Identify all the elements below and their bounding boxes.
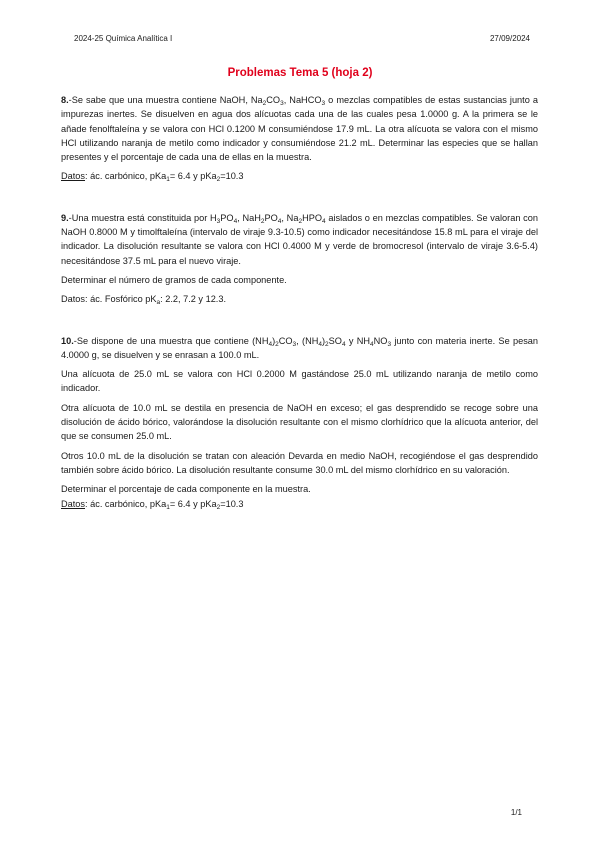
text-run: , NaH (237, 212, 261, 223)
problem-9 (61, 211, 538, 307)
datos-label: Datos (61, 498, 86, 509)
subscript: 4 (268, 340, 273, 348)
subscript: 4 (370, 340, 374, 348)
problem-8-number: 8. (61, 95, 69, 105)
problem-8 (61, 93, 538, 184)
problem-9-data (61, 292, 538, 306)
text-run: =10.3 (220, 498, 244, 509)
problem-10-aliquot-2: Otra alícuota de 10.0 mL se destila en presencia de NaOH en exceso; el gas desprendido se recoge sobre una disolución de ácido bórico, valorándose la disolución resultante con el mismo clorhídrico que la alícuota anterior, del que se consumen 25.0 mL. (61, 402, 538, 442)
text-run: , NaHCO (283, 95, 322, 105)
text-run: Determinar el porcentaje de cada componente en la muestra. (61, 484, 311, 495)
problem-10-aliquot-3: Otros 10.0 mL de la disolución se tratan con aleación Devarda en medio NaOH, recogiéndose el gas desprendido también sobre ácido bórico. La disolución resultante consume 30.0 mL del mismo clorhídrico en su valoración. (61, 450, 538, 475)
subscript: 4 (233, 217, 238, 225)
page-number: 1/1 (510, 808, 522, 817)
subscript: 3 (387, 340, 392, 348)
text-run: CO (266, 95, 281, 105)
text-run: ) (321, 335, 326, 346)
subscript: 2 (216, 176, 221, 184)
text-run: CO (278, 335, 293, 346)
text-run: NO (373, 335, 388, 346)
text-run: = 6.4 y pKa (169, 498, 217, 509)
subscript: 2 (325, 340, 329, 348)
text-run: : ác. carbónico, pKa (85, 171, 167, 182)
problem-10 (61, 334, 538, 511)
problem-8-statement (61, 93, 538, 164)
problem-8-data (61, 169, 538, 183)
header-date: 27/09/2024 (489, 34, 530, 43)
subscript: 2 (260, 217, 265, 225)
text-run: -Se sabe que una muestra contiene NaOH, Na (68, 95, 263, 105)
subscript: 2 (262, 100, 267, 107)
text-run: -Una muestra está constituida por H (68, 212, 217, 223)
text-run: y NH (345, 335, 371, 346)
subscript: 3 (280, 100, 284, 107)
text-run: -Se dispone de una muestra que contiene (NH (73, 335, 269, 346)
subscript: 4 (321, 217, 326, 225)
header-course: 2024-25 Química Analítica I (74, 34, 173, 43)
subscript: 2 (275, 340, 279, 348)
subscript: 4 (277, 217, 282, 225)
text-run: , (NH (296, 335, 319, 346)
page-title: Problemas Tema 5 (hoja 2) (227, 67, 373, 79)
subscript: 3 (292, 340, 297, 348)
subscript: a (156, 299, 161, 307)
text-run: o mezclas compatibles de estas sustancias junto a impurezas inertes. Se disuelven en agua dos alícuotas cada una de las cuales pesa 1.0000 g. A la primera se le añade fenolftaleína y se valora con HCl 0.1200 M consumiéndose 17.9 mL. La otra alícuota se valora con el mismo HCl utilizando naranja de metilo como indicador y consumiéndose 21.2 mL. Determinar las especies que se hallan presentes y el porcentaje de cada una de ellas en la muestra. (61, 95, 538, 163)
problem-9-statement (61, 211, 538, 268)
text-run: ) (272, 335, 276, 346)
subscript: 3 (216, 217, 221, 225)
text-run: = 6.4 y pKa (169, 171, 217, 182)
subscript: 3 (321, 100, 326, 107)
subscript: 1 (166, 503, 170, 511)
text-run: junto con materia inerte. Se pesan 4.0000 g, se disuelven y se enrasan a 100.0 mL. (61, 335, 539, 360)
text-run: , Na (281, 212, 299, 223)
subscript: 4 (341, 340, 346, 348)
problem-10-question (61, 482, 538, 511)
problem-10-statement (61, 334, 538, 363)
text-run: aislados o en mezclas compatibles. Se valoran con NaOH 0.8000 M y timolftaleína (intervalo de viraje 9.3-10.5) como indicador necesitándose 15.8 mL para el viraje del indicador. La disolución resultante se valora con HCl 0.4000 M y verde de bromocresol (intervalo de viraje 3.6-5.4) necesitándose 37.5 mL para el nuevo viraje. (61, 212, 538, 266)
text-run: : 2.2, 7.2 y 12.3. (160, 294, 227, 305)
problems-content (61, 93, 538, 538)
text-run: : ác. carbónico, pKa (85, 498, 167, 509)
text-run: SO (328, 335, 342, 346)
text-run: PO (264, 212, 278, 223)
subscript: 2 (298, 217, 303, 225)
problem-9-question: Determinar el número de gramos de cada componente. (61, 274, 287, 285)
text-run: PO (220, 212, 234, 223)
text-run: HPO (302, 212, 322, 223)
problem-9-number: 9. (61, 212, 69, 223)
datos-label: Datos (61, 171, 86, 182)
problem-10-aliquot-1: Una alícuota de 25.0 mL se valora con HCl 0.2000 M gastándose 25.0 mL utilizando naranja de metilo como indicador. (61, 369, 538, 394)
problem-10-number: 10. (61, 335, 74, 346)
text-run: Datos: ác. Fosfórico pK (61, 294, 157, 305)
subscript: 1 (166, 176, 170, 184)
subscript: 4 (318, 340, 322, 348)
subscript: 2 (216, 503, 221, 511)
text-run: =10.3 (220, 171, 244, 182)
